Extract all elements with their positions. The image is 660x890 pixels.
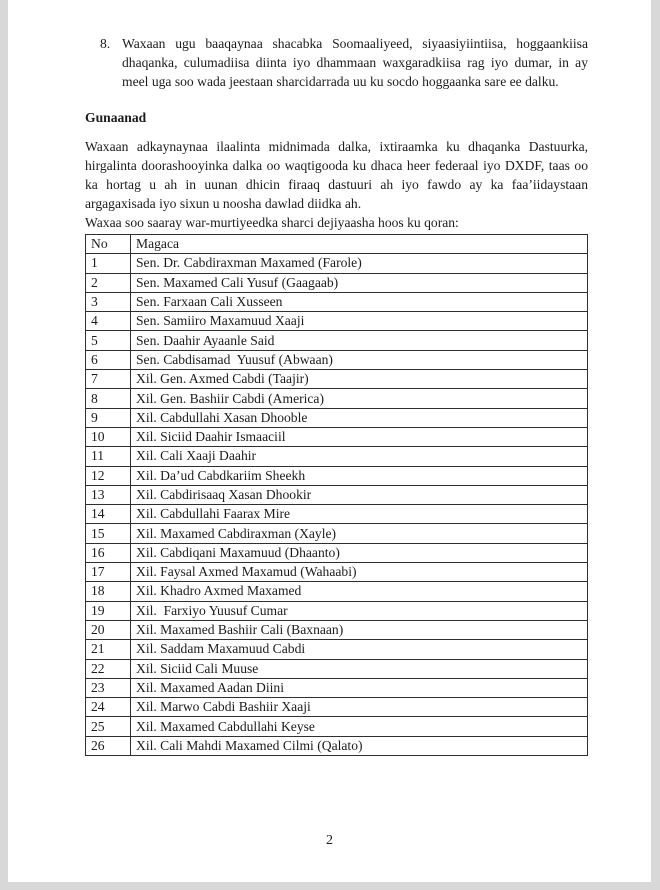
table-row <box>86 543 588 562</box>
cell-name: Xil. Da’ud Cabdkariim Sheekh <box>131 466 588 485</box>
table-row <box>86 524 588 543</box>
cell-name: Xil. Marwo Cabdi Bashiir Xaaji <box>131 698 588 717</box>
cell-name: Xil. Khadro Axmed Maxamed <box>131 582 588 601</box>
table-row <box>86 563 588 582</box>
cell-number: 14 <box>86 505 131 524</box>
cell-number: 6 <box>86 350 131 369</box>
document-page <box>8 0 651 882</box>
table-row <box>86 466 588 485</box>
lawmakers-table <box>85 234 588 756</box>
table-row <box>86 582 588 601</box>
cell-name: Sen. Farxaan Cali Xusseen <box>131 292 588 311</box>
cell-number: 24 <box>86 698 131 717</box>
cell-number: 16 <box>86 543 131 562</box>
table-row <box>86 370 588 389</box>
cell-number: 20 <box>86 620 131 639</box>
cell-name: Sen. Maxamed Cali Yusuf (Gaagaab) <box>131 273 588 292</box>
cell-name: Xil. Gen. Axmed Cabdi (Taajir) <box>131 370 588 389</box>
cell-number: 7 <box>86 370 131 389</box>
cell-name: Sen. Samiiro Maxamuud Xaaji <box>131 312 588 331</box>
cell-name: Xil. Cabdullahi Xasan Dhooble <box>131 408 588 427</box>
table-body <box>86 254 588 756</box>
table-row <box>86 447 588 466</box>
cell-name: Xil. Farxiyo Yuusuf Cumar <box>131 601 588 620</box>
cell-name: Sen. Daahir Ayaanle Said <box>131 331 588 350</box>
cell-name: Xil. Cabdiqani Maxamuud (Dhaanto) <box>131 543 588 562</box>
cell-name: Xil. Maxamed Cabdullahi Keyse <box>131 717 588 736</box>
cell-number: 19 <box>86 601 131 620</box>
section-heading: Gunaanad <box>85 110 147 125</box>
table-row <box>86 659 588 678</box>
table-row <box>86 350 588 369</box>
table-intro-line: Waxaa soo saaray war-murtiyeedka sharci dejiyaasha hoos ku qoran: <box>85 215 459 230</box>
cell-number: 25 <box>86 717 131 736</box>
table-row <box>86 389 588 408</box>
cell-number: 1 <box>86 254 131 273</box>
table-row <box>86 408 588 427</box>
table-row <box>86 698 588 717</box>
table-row <box>86 736 588 755</box>
table-row <box>86 254 588 273</box>
table-row <box>86 717 588 736</box>
cell-name: Xil. Maxamed Cabdiraxman (Xayle) <box>131 524 588 543</box>
cell-number: 11 <box>86 447 131 466</box>
cell-number: 26 <box>86 736 131 755</box>
table-header-row <box>86 235 588 254</box>
cell-number: 23 <box>86 678 131 697</box>
page-content <box>8 0 651 756</box>
table-row <box>86 312 588 331</box>
numbered-list-item-8 <box>85 34 588 91</box>
cell-name: Xil. Siciid Cali Muuse <box>131 659 588 678</box>
cell-number: 22 <box>86 659 131 678</box>
list-item-text: Waxaan ugu baaqaynaa shacabka Soomaaliyeed, siyaasiyiintiisa, hoggaankiisa dhaqanka, culumadiisa diinta iyo dhammaan waxgaradkiisa rag iyo dumar, in ay meel uga soo wada jeestaan sharcidarrada uu ku socdo hoggaanka sare ee dalku. <box>122 36 588 89</box>
header-cell-no: No <box>86 235 131 254</box>
cell-name: Xil. Maxamed Aadan Diini <box>131 678 588 697</box>
cell-number: 8 <box>86 389 131 408</box>
cell-number: 18 <box>86 582 131 601</box>
cell-number: 21 <box>86 640 131 659</box>
header-cell-magaca: Magaca <box>131 235 588 254</box>
cell-name: Xil. Gen. Bashiir Cabdi (America) <box>131 389 588 408</box>
cell-number: 17 <box>86 563 131 582</box>
cell-number: 2 <box>86 273 131 292</box>
table-row <box>86 678 588 697</box>
cell-number: 10 <box>86 427 131 446</box>
cell-name: Xil. Cabdirisaaq Xasan Dhookir <box>131 485 588 504</box>
table-row <box>86 292 588 311</box>
table-row <box>86 427 588 446</box>
table-row <box>86 601 588 620</box>
cell-name: Xil. Maxamed Bashiir Cali (Baxnaan) <box>131 620 588 639</box>
table-header <box>86 235 588 254</box>
cell-number: 5 <box>86 331 131 350</box>
cell-number: 3 <box>86 292 131 311</box>
cell-name: Xil. Cabdullahi Faarax Mire <box>131 505 588 524</box>
table-row <box>86 331 588 350</box>
page-number: 2 <box>326 833 333 848</box>
table-row <box>86 273 588 292</box>
cell-name: Xil. Saddam Maxamuud Cabdi <box>131 640 588 659</box>
cell-name: Xil. Siciid Daahir Ismaaciil <box>131 427 588 446</box>
cell-number: 9 <box>86 408 131 427</box>
table-row <box>86 505 588 524</box>
cell-number: 12 <box>86 466 131 485</box>
cell-number: 13 <box>86 485 131 504</box>
list-item-number: 8. <box>100 36 111 51</box>
cell-name: Xil. Cali Xaaji Daahir <box>131 447 588 466</box>
body-paragraph: Waxaan adkaynaynaa ilaalinta midnimada dalka, ixtiraamka ku dhaqanka Dastuurka, hirgalinta doorashooyinka dalka oo waqtigooda ku dhaca heer federaal iyo DXDF, taas oo ka hortag u ah in uunan dhicin firaaq dastuuri ah iyo fawdo ay ka faa’iidaystaan argagaxisada iyo sixun u noosha dawlad diidka ah. <box>85 139 588 211</box>
cell-name: Sen. Cabdisamad Yuusuf (Abwaan) <box>131 350 588 369</box>
table-row <box>86 640 588 659</box>
table-row <box>86 485 588 504</box>
cell-name: Sen. Dr. Cabdiraxman Maxamed (Farole) <box>131 254 588 273</box>
cell-name: Xil. Faysal Axmed Maxamud (Wahaabi) <box>131 563 588 582</box>
cell-number: 4 <box>86 312 131 331</box>
cell-number: 15 <box>86 524 131 543</box>
table-row <box>86 620 588 639</box>
cell-name: Xil. Cali Mahdi Maxamed Cilmi (Qalato) <box>131 736 588 755</box>
